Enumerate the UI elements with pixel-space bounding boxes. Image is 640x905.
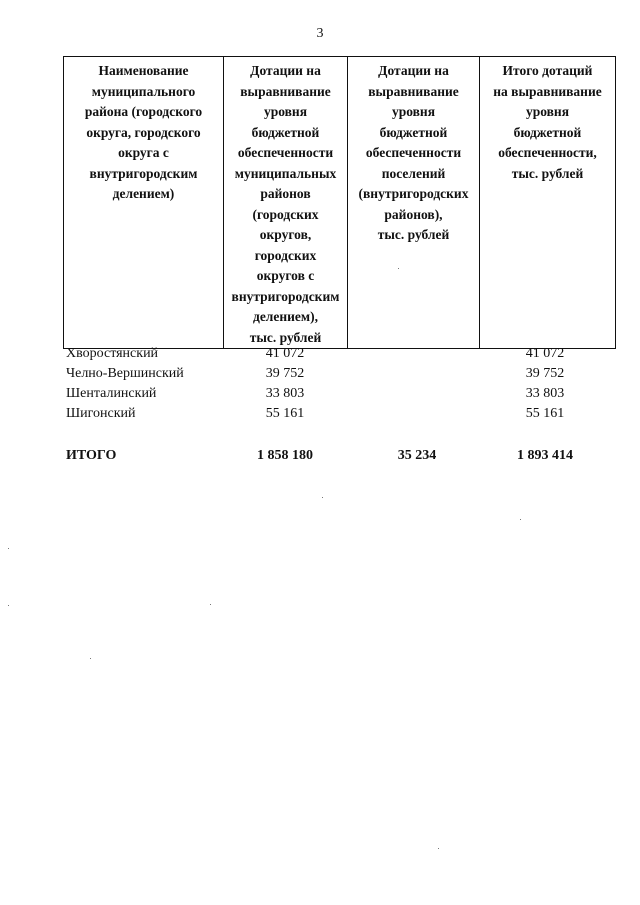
total-subsidy-value: 55 161 [525,406,565,421]
scan-speck [438,848,439,849]
district-subsidy-value: 55 161 [265,406,305,421]
header-district-name: Наименование муниципального района (городского округа, городского округа с внутригородским делением) [64,57,224,349]
table-row [0,346,640,366]
total-district-subsidy: 1 858 180 [257,448,313,463]
district-name: Шигонский [66,406,136,421]
scan-speck [322,497,323,498]
page-number: 3 [316,26,324,41]
header-row [64,57,616,349]
header-settlement-subsidies: Дотации на выравнивание уровня бюджетной обеспеченности поселений (внутригородских районов), тыс. рублей [348,57,480,349]
district-subsidy-value: 33 803 [265,386,305,401]
district-name: Хворостянский [66,346,159,361]
scan-speck [8,605,9,606]
total-subsidy-value: 41 072 [525,346,565,361]
scan-speck [90,658,91,659]
table-header [63,56,616,349]
total-grand-total: 1 893 414 [517,448,573,463]
scan-speck [398,268,399,269]
header-district-subsidies: Дотации на выравнивание уровня бюджетной обеспеченности муниципальных районов (городских округов, городских округов с внутригородским делением), тыс. рублей [224,57,348,349]
table-row [0,386,640,406]
total-subsidy-value: 39 752 [525,366,565,381]
scan-speck [8,548,9,549]
district-name: Челно-Вершинский [66,366,184,381]
total-settlement-subsidy: 35 234 [397,448,437,463]
table-row [0,406,640,426]
scan-speck [210,604,211,605]
header-total-subsidies: Итого дотаций на выравнивание уровня бюджетной обеспеченности, тыс. рублей [480,57,616,349]
table-row [0,366,640,386]
district-name: Шенталинский [66,386,157,401]
district-subsidy-value: 41 072 [265,346,305,361]
scan-speck [520,519,521,520]
total-label: ИТОГО [66,448,117,463]
district-subsidy-value: 39 752 [265,366,305,381]
total-subsidy-value: 33 803 [525,386,565,401]
total-row [0,448,640,468]
